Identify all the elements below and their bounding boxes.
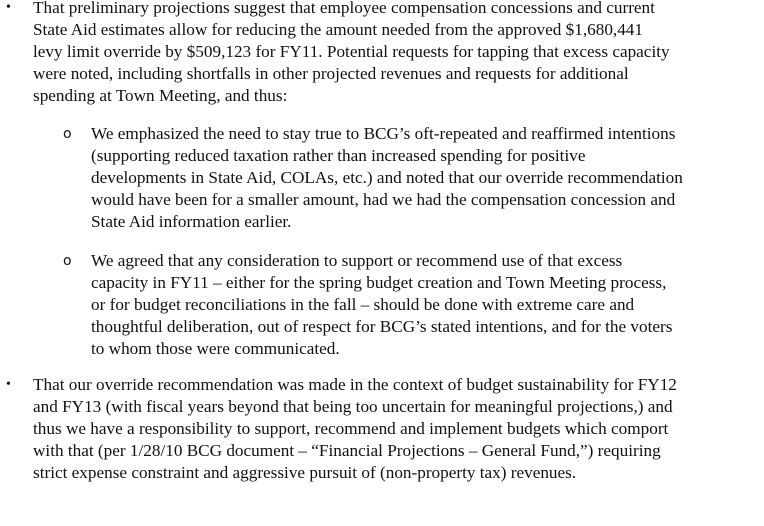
text-line: would have been for a smaller amount, had we had the compensation concession and bbox=[91, 189, 676, 209]
sub-item-emphasized bbox=[63, 123, 741, 233]
text-line: developments in State Aid, COLAs, etc.) and noted that our override recommendation bbox=[91, 167, 683, 187]
text-line: spending at Town Meeting, and thus: bbox=[33, 85, 288, 105]
text-line: thus we have a responsibility to support, recommend and implement budgets which comport bbox=[33, 418, 669, 438]
text-line: were noted, including shortfalls in other projected revenues and requests for additional bbox=[33, 63, 629, 83]
text-line: capacity in FY11 – either for the spring budget creation and Town Meeting process, bbox=[91, 272, 667, 292]
text-line: with that (per 1/28/10 BCG document – “Financial Projections – General Fund,”) requiring bbox=[33, 440, 661, 460]
text-line: or for budget reconciliations in the fall – should be done with extreme care and bbox=[91, 294, 635, 314]
text-line: State Aid information earlier. bbox=[91, 211, 292, 231]
text-line: We emphasized the need to stay true to BCG’s oft-repeated and reaffirmed intentions bbox=[91, 124, 676, 143]
text-line: and FY13 (with fiscal years beyond that being too uncertain for meaningful projections,) and bbox=[33, 396, 673, 416]
text-line: to whom those were communicated. bbox=[91, 338, 340, 358]
text-line: levy limit override by $509,123 for FY11. Potential requests for tapping that excess capacity bbox=[33, 41, 670, 61]
text-line: That our override recommendation was made in the context of budget sustainability for FY12 bbox=[33, 375, 677, 394]
sub-bullet-icon: o bbox=[63, 126, 72, 142]
text-line: (supporting reduced taxation rather than increased spending for positive bbox=[91, 145, 586, 165]
sub-item-agreed bbox=[63, 250, 741, 360]
text-line: strict expense constraint and aggressive pursuit of (non-property tax) revenues. bbox=[33, 462, 577, 482]
text-line: That preliminary projections suggest that employee compensation concessions and current bbox=[33, 0, 655, 17]
text-line: State Aid estimates allow for reducing the amount needed from the approved $1,680,441 bbox=[33, 19, 643, 39]
text-line: thoughtful deliberation, out of respect for BCG’s stated intentions, and for the voters bbox=[91, 316, 673, 336]
sub-bullet-icon: o bbox=[63, 253, 72, 269]
bullet-icon: • bbox=[6, 377, 11, 392]
bullet-item-sustainability bbox=[6, 374, 753, 484]
bullet-icon: • bbox=[6, 0, 11, 15]
text-line: We agreed that any consideration to support or recommend use of that excess bbox=[91, 251, 623, 270]
bullet-item-projections bbox=[6, 0, 753, 107]
